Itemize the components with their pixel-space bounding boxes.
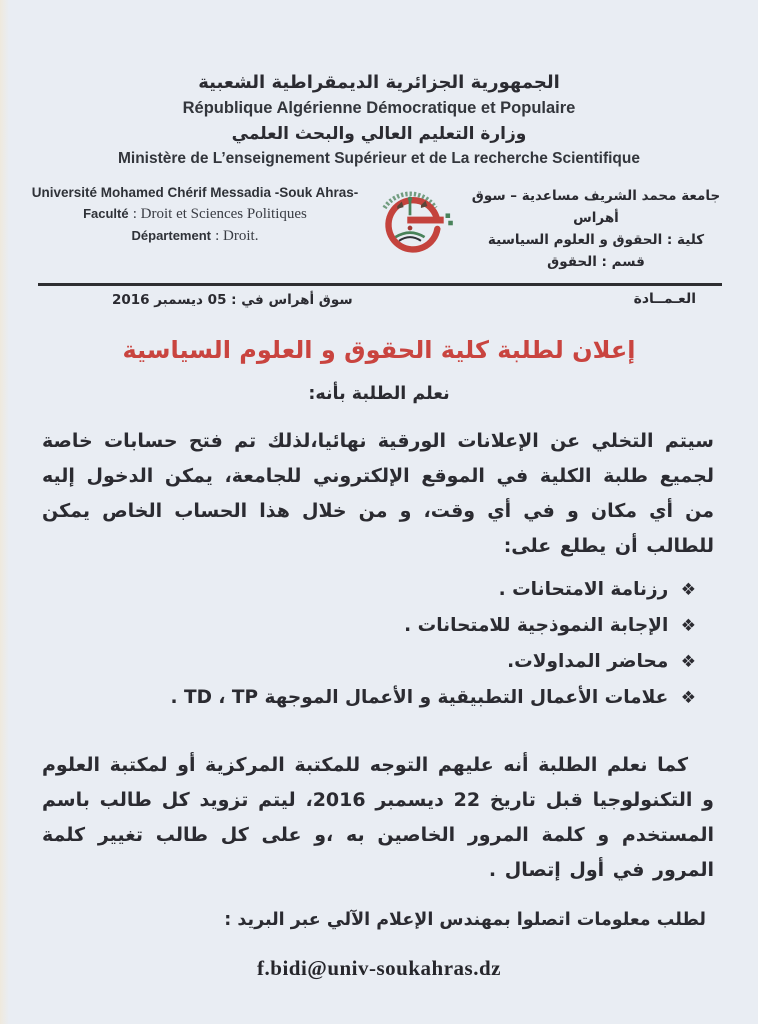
faculty-line-french <box>30 203 360 225</box>
contact-email: f.bidi@univ-soukahras.dz <box>257 956 501 980</box>
institution-block-arabic <box>460 177 732 273</box>
bullet-text: علامات الأعمال التطبيقية و الأعمال الموجهة TD ، TP . <box>170 687 669 708</box>
national-header <box>0 0 758 171</box>
republic-name-french: République Algérienne Démocratique et Populaire <box>182 99 576 117</box>
announcement-title: إعلان لطلبة كلية الحقوق و العلوم السياسية <box>122 336 636 364</box>
diamond-bullet-icon: ❖ <box>680 616 696 636</box>
institution-block-french <box>30 177 360 247</box>
announcement-subtitle: نعلم الطلبة بأنه: <box>308 384 450 404</box>
list-item <box>0 680 696 716</box>
list-item <box>0 644 696 680</box>
ministry-name-french: Ministère de L’enseignement Supérieur et de La recherche Scientifique <box>118 150 640 167</box>
department-name-arabic: قسم : الحقوق <box>547 254 645 270</box>
republic-name-arabic: الجمهورية الجزائرية الديمقراطية الشعبية <box>198 72 560 93</box>
list-item <box>0 572 696 608</box>
diamond-bullet-icon: ❖ <box>680 580 696 600</box>
department-value: : Droit. <box>215 228 259 244</box>
bullet-text: رزنامة الامتحانات . <box>498 579 669 600</box>
announcement-paragraph-2: كما نعلم الطلبة أنه عليهم التوجه للمكتبة المركزية أو لمكتبة العلوم و التكنولوجيا قبل تاريخ 22 ديسمبر 2016، ليتم تزويد كل طالب باسم المستخدم و كلمة المرور الخاصين به ،و على كل طالب تغيير كلمة المرور في أول إتصال . <box>42 754 714 881</box>
deanship-label: العـمــادة <box>633 291 696 307</box>
contact-instruction: لطلب معلومات اتصلوا بمهندس الإعلام الآلي عبر البريد : <box>224 910 706 930</box>
announcement-bullet-list <box>0 572 696 716</box>
university-seal-icon <box>364 177 456 259</box>
list-item <box>0 608 696 644</box>
ministry-name-arabic: وزارة التعليم العالي والبحث العلمي <box>231 124 527 144</box>
university-name-arabic: جامعة محمد الشريف مساعدية – سوق أهراس <box>471 188 721 226</box>
place-date-line: سوق أهراس في : 05 ديسمبر 2016 <box>112 292 353 308</box>
announcement-paragraph-1: سيتم التخلي عن الإعلانات الورقية نهائيا،لذلك تم فتح حسابات خاصة لجميع طلبة الكلية في الموقع الإلكتروني للجامعة، يمكن الدخول إليه من أي مكان و في أي وقت، و من خلال هذا الحساب الخاص يمكن للطالب أن يطلع على: <box>42 430 714 557</box>
diamond-bullet-icon: ❖ <box>680 688 696 708</box>
diamond-bullet-icon: ❖ <box>680 652 696 672</box>
university-seal-wrap <box>360 177 460 259</box>
bullet-text: الإجابة النموذجية للامتحانات . <box>404 615 669 636</box>
department-label: Département <box>131 228 211 243</box>
university-name-french: Université Mohamed Chérif Messadia -Souk Ahras- <box>31 185 359 200</box>
faculty-name-arabic: كلية : الحقوق و العلوم السياسية <box>487 232 705 248</box>
faculty-label: Faculté <box>83 206 129 221</box>
bullet-text: محاضر المداولات. <box>507 651 669 672</box>
department-line-french <box>30 225 360 247</box>
meta-row <box>0 286 758 320</box>
institution-row <box>30 177 732 273</box>
faculty-value: : Droit et Sciences Politiques <box>132 206 307 222</box>
